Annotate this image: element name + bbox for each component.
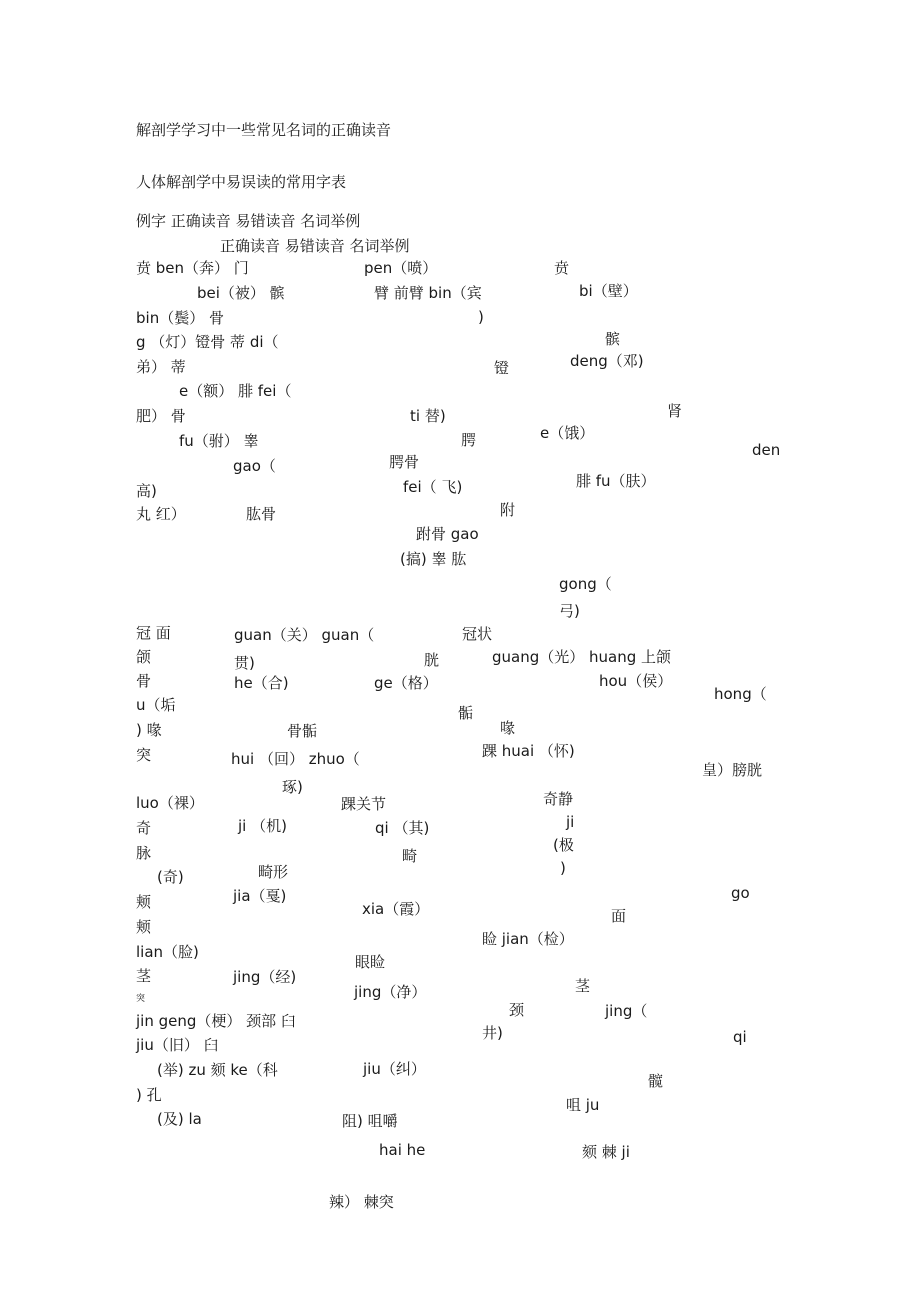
table-text-fragment: deng（邓) [570,352,644,370]
table-text-fragment: 畸形 [258,863,289,881]
page-title: 解剖学学习中一些常见名词的正确读音 [136,121,392,139]
table-text-fragment: 奇 [136,819,152,837]
table-text-fragment: 咀 ju [566,1096,600,1114]
table-text-fragment: bi（壁） [579,282,638,300]
table-text-fragment: 丸 红） [136,505,186,523]
table-text-fragment: 辣） 棘突 [329,1193,394,1211]
table-text-fragment: 臂 前臂 bin（宾 [374,284,482,302]
table-text-fragment: 骨骺 [287,722,318,740]
table-text-fragment: fu（驸） 睾 [179,432,259,450]
table-text-fragment: 高) [136,482,157,500]
table-text-fragment: ) [560,859,566,877]
table-text-fragment: jing（ [605,1002,648,1020]
table-text-fragment: xia（霞） [362,900,430,918]
table-text-fragment: ti 替) [410,407,446,425]
table-text-fragment: 髋 [648,1072,664,1090]
table-text-fragment: hong（ [714,685,767,703]
table-text-fragment: 突 [136,746,152,764]
table-text-fragment: luo（裸） [136,794,204,812]
table-text-fragment: hai he [379,1141,426,1159]
table-text-fragment: 贲 ben（奔） 门 [136,259,249,277]
table-text-fragment: (极 [553,836,574,854]
table-text-fragment: hui （回） zhuo（ [231,750,360,768]
table-text-fragment: fei（ 飞) [403,478,463,496]
table-text-fragment: ge（格） [374,674,438,692]
table-text-fragment: u（垢 [136,696,176,714]
table-text-fragment: lian（脸) [136,943,199,961]
table-text-fragment: ) 喙 [136,721,162,739]
table-text-fragment: jiu（纠） [363,1060,426,1078]
table-text-fragment: jiu（旧） 臼 [136,1036,219,1054]
table-text-fragment: (奇) [157,868,184,886]
table-text-fragment: 腭骨 [389,453,420,471]
table-text-fragment: 腭 [461,431,477,449]
table-text-fragment: gong（ [559,575,612,593]
table-text-fragment: bin（鬓） 骨 [136,309,224,327]
table-text-fragment: 琢) [282,778,303,796]
table-text-fragment: jing（经) [233,968,297,986]
table-text-fragment: jia（戛) [233,887,287,905]
table-text-fragment: 弓) [559,602,580,620]
table-text-fragment: 颌 [136,648,152,666]
table-text-fragment: 跗骨 gao [416,525,479,543]
table-text-fragment: 肥） 骨 [136,407,186,425]
table-text-fragment: 面 [611,907,627,925]
table-text-fragment: 贲 [554,259,570,277]
table-text-fragment: 髌 [605,330,621,348]
table-text-fragment: e（额） 腓 fei（ [179,382,292,400]
table-text-fragment: guan（关） guan（ [234,626,375,644]
table-text-fragment: 畸 [402,847,418,865]
section-subtitle: 人体解剖学中易误读的常用字表 [136,173,347,191]
table-text-fragment: 贯) [234,654,255,672]
table-text-fragment: jing（净） [354,983,427,1001]
table-text-fragment: 阻) 咀嚼 [342,1112,398,1130]
table-text-fragment: ji （机) [238,817,287,835]
table-text-fragment: hou（侯） [599,672,673,690]
table-text-fragment: 颏 棘 ji [582,1143,630,1161]
table-text-fragment: 喙 [500,719,516,737]
table-text-fragment: (及) la [157,1110,202,1128]
table-text-fragment: 镫 [494,359,510,377]
table-text-fragment: e（饿） [540,424,595,442]
table-text-fragment: 颊 [136,893,152,911]
table-text-fragment: 皇）膀胱 [702,761,763,779]
table-text-fragment: 肱骨 [246,505,277,523]
table-text-fragment: guang（光） huang 上颌 [492,648,672,666]
table-text-fragment: jin geng（梗） 颈部 臼 [136,1012,296,1030]
table-text-fragment: 冠 面 [136,624,171,642]
table-text-fragment: 眼睑 [355,953,386,971]
table-text-fragment: 井) [482,1024,503,1042]
table-text-fragment: qi （其) [375,819,430,837]
table-text-fragment: (举) zu 颏 ke（科 [157,1061,278,1079]
table-text-fragment: 奇静 [543,790,574,808]
table-text-fragment: 踝关节 [341,795,387,813]
table-text-fragment: 脉 [136,844,152,862]
table-text-fragment: pen（喷） [364,259,438,277]
table-text-fragment: go [731,884,750,902]
table-text-fragment: g （灯）镫骨 蒂 di（ [136,333,279,351]
table-text-fragment: 茎 [136,967,152,985]
table-header-2: 正确读音 易错读音 名词举例 [220,237,410,255]
table-text-fragment: den [752,441,781,459]
table-text-fragment: bei（被） 髌 [197,284,285,302]
table-text-fragment: gao（ [233,457,276,475]
table-text-fragment: 附 [500,501,516,519]
table-text-fragment: 睑 jian（检） [482,930,574,948]
table-text-fragment: 弟） 蒂 [136,358,186,376]
table-text-fragment: 颊 [136,918,152,936]
table-text-fragment: 颈 [509,1001,525,1019]
table-text-fragment: 茎 [575,977,591,995]
footnote-text: 突 [136,994,146,1004]
table-text-fragment: ji [566,813,575,831]
table-text-fragment: qi [733,1028,747,1046]
table-text-fragment: 踝 huai （怀) [482,742,575,760]
table-text-fragment: ) 孔 [136,1086,162,1104]
table-text-fragment: 骺 [458,704,474,722]
table-text-fragment: he（合) [234,674,289,692]
table-header-1: 例字 正确读音 易错读音 名词举例 [136,212,361,230]
table-text-fragment: ) [478,308,484,326]
table-text-fragment: 胱 [424,651,440,669]
table-text-fragment: 腓 fu（肤） [576,472,656,490]
table-text-fragment: 冠状 [462,625,493,643]
table-text-fragment: 骨 [136,672,152,690]
table-text-fragment: (搞) 睾 肱 [400,550,467,568]
table-text-fragment: 肾 [667,402,683,420]
